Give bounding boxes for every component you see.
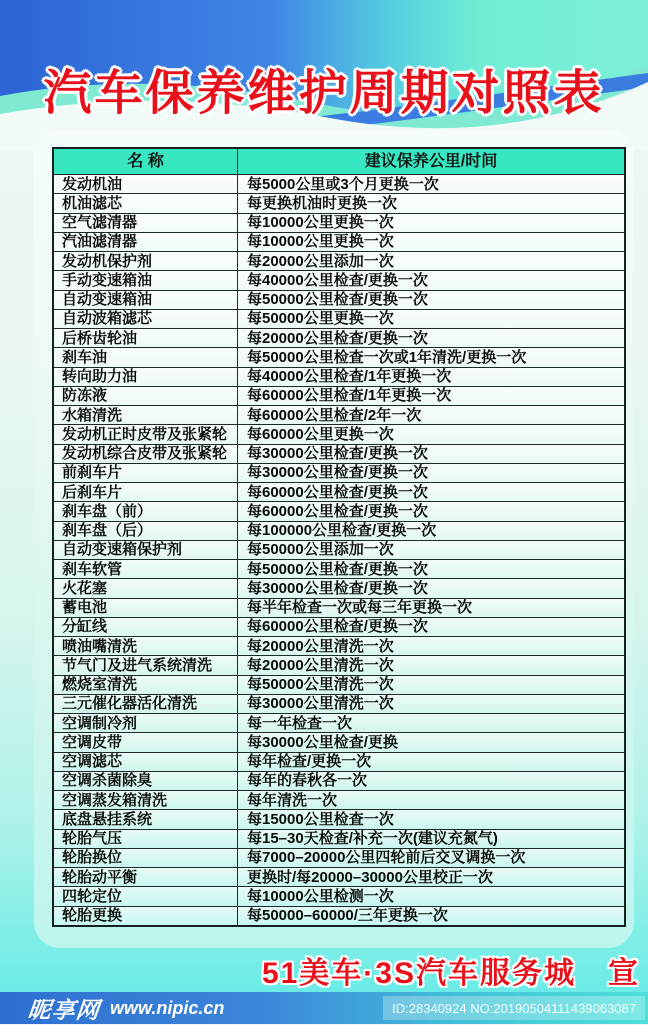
table-row [54, 848, 624, 867]
item-interval-cell: 每年的春秋各一次 [247, 772, 368, 790]
table-row [54, 328, 624, 347]
item-interval-cell: 每60000公里检查/更换一次 [247, 483, 428, 501]
item-interval-cell: 每50000公里检查一次或1年清洗/更换一次 [247, 348, 527, 366]
table-row [54, 424, 624, 443]
item-name-cell: 喷油嘴清洗 [54, 637, 238, 655]
item-name-cell: 空气滤清器 [54, 214, 238, 232]
item-name-cell: 刹车盘（前） [54, 502, 238, 520]
item-interval-cell: 每60000公里检查/2年一次 [247, 406, 422, 424]
item-name-cell: 发动机保护剂 [54, 252, 238, 270]
column-header: 建议保养公里/时间 [364, 152, 498, 170]
item-interval-cell: 每50000公里检查/更换一次 [247, 560, 428, 578]
table-row [54, 405, 624, 424]
item-interval-cell: 每60000公里检查/更换一次 [247, 502, 428, 520]
item-name-cell: 刹车软管 [54, 560, 238, 578]
item-interval-cell: 每年清洗一次 [247, 791, 338, 809]
table-row [54, 752, 624, 771]
item-name-cell: 发动机综合皮带及张紧轮 [54, 445, 238, 463]
item-name-cell: 底盘悬挂系统 [54, 810, 238, 828]
table-row [54, 367, 624, 386]
item-interval-cell: 每20000公里检查/更换一次 [247, 329, 428, 347]
item-name-cell: 空调滤芯 [54, 753, 238, 771]
table-row [54, 578, 624, 597]
table-row [54, 290, 624, 309]
item-interval-cell: 每10000公里检测一次 [247, 887, 394, 905]
item-interval-cell: 每10000公里更换一次 [247, 214, 394, 232]
item-name-cell: 轮胎动平衡 [54, 868, 238, 886]
item-interval-cell: 每15000公里检查一次 [247, 810, 394, 828]
item-name-cell: 三元催化器活化清洗 [54, 695, 238, 713]
item-name-cell: 分缸线 [54, 618, 238, 636]
table-row [54, 270, 624, 289]
item-name-cell: 轮胎换位 [54, 849, 238, 867]
item-name-cell: 空调蒸发箱清洗 [54, 791, 238, 809]
item-interval-cell: 每年检查/更换一次 [247, 753, 372, 771]
item-interval-cell: 每15–30天检查/补充一次(建议充氮气) [247, 830, 498, 848]
table-row [54, 309, 624, 328]
item-name-cell: 转向助力油 [54, 368, 238, 386]
table-row [54, 829, 624, 848]
table-row [54, 193, 624, 212]
table-row [54, 809, 624, 828]
table-row [54, 463, 624, 482]
item-interval-cell: 每20000公里添加一次 [247, 252, 394, 270]
page-title: 汽车保养维护周期对照表 [43, 67, 605, 120]
table-row [54, 790, 624, 809]
table-row [54, 636, 624, 655]
table-row [54, 386, 624, 405]
item-interval-cell: 每50000公里清洗一次 [247, 676, 394, 694]
item-interval-cell: 每30000公里检查/更换一次 [247, 579, 428, 597]
table-row [54, 232, 624, 251]
table-row [54, 501, 624, 520]
table-row [54, 444, 624, 463]
item-interval-cell: 每40000公里检查/1年更换一次 [247, 368, 452, 386]
item-name-cell: 刹车盘（后） [54, 522, 238, 540]
item-interval-cell: 每一年检查一次 [247, 714, 353, 732]
item-interval-cell: 每50000公里检查/更换一次 [247, 291, 428, 309]
item-name-cell: 前刹车片 [54, 464, 238, 482]
item-interval-cell: 每50000公里添加一次 [247, 541, 394, 559]
table-row [54, 617, 624, 636]
item-interval-cell: 每30000公里检查/更换 [247, 733, 398, 751]
table-row [54, 675, 624, 694]
table-row [54, 482, 624, 501]
item-name-cell: 后刹车片 [54, 483, 238, 501]
item-interval-cell: 每半年检查一次或每三年更换一次 [247, 599, 473, 617]
item-interval-cell: 每50000–60000/三年更换一次 [247, 907, 448, 925]
item-name-cell: 空调皮带 [54, 733, 238, 751]
item-name-cell: 自动变速箱油 [54, 291, 238, 309]
item-interval-cell: 每5000公里或3个月更换一次 [247, 175, 439, 193]
table-header-row [54, 149, 624, 174]
table-row [54, 540, 624, 559]
table-row [54, 174, 624, 193]
site-url-link[interactable]: www.nipic.cn [110, 997, 225, 1018]
item-interval-cell: 每30000公里清洗一次 [247, 695, 394, 713]
table-row [54, 655, 624, 674]
item-interval-cell: 每60000公里检查/1年更换一次 [247, 387, 452, 405]
item-name-cell: 火花塞 [54, 579, 238, 597]
item-interval-cell: 每50000公里更换一次 [247, 310, 394, 328]
item-name-cell: 蓄电池 [54, 599, 238, 617]
table-row [54, 598, 624, 617]
item-name-cell: 机油滤芯 [54, 194, 238, 212]
table-row [54, 251, 624, 270]
item-interval-cell: 每7000–20000公里四轮前后交叉调换一次 [247, 849, 526, 867]
table-row [54, 906, 624, 925]
table-row [54, 732, 624, 751]
item-interval-cell: 每100000公里检查/更换一次 [247, 522, 437, 540]
item-name-cell: 防冻液 [54, 387, 238, 405]
item-interval-cell: 每60000公里检查/更换一次 [247, 618, 428, 636]
column-header: 名 称 [54, 149, 238, 174]
item-name-cell: 自动变速箱保护剂 [54, 541, 238, 559]
item-interval-cell: 每60000公里更换一次 [247, 425, 394, 443]
item-name-cell: 空调制冷剂 [54, 714, 238, 732]
table-row [54, 713, 624, 732]
item-name-cell: 发动机油 [54, 175, 238, 193]
item-interval-cell: 更换时/每20000–30000公里校正一次 [247, 868, 493, 886]
item-name-cell: 四轮定位 [54, 887, 238, 905]
item-interval-cell: 每10000公里更换一次 [247, 233, 394, 251]
table-row [54, 771, 624, 790]
item-interval-cell: 每40000公里检查/更换一次 [247, 271, 428, 289]
watermark-bar [0, 992, 648, 1024]
item-name-cell: 刹车油 [54, 348, 238, 366]
item-name-cell: 节气门及进气系统清洗 [54, 656, 238, 674]
item-name-cell: 水箱清洗 [54, 406, 238, 424]
item-interval-cell: 每30000公里检查/更换一次 [247, 464, 428, 482]
item-name-cell: 自动波箱滤芯 [54, 310, 238, 328]
table-row [54, 867, 624, 886]
item-interval-cell: 每20000公里清洗一次 [247, 637, 394, 655]
item-name-cell: 轮胎气压 [54, 830, 238, 848]
item-name-cell: 燃烧室清洗 [54, 676, 238, 694]
item-name-cell: 汽油滤清器 [54, 233, 238, 251]
maintenance-table [52, 147, 626, 927]
table-row [54, 213, 624, 232]
item-interval-cell: 每更换机油时更换一次 [247, 194, 398, 212]
site-logo: 昵享网 [26, 996, 102, 1023]
item-name-cell: 手动变速箱油 [54, 271, 238, 289]
item-name-cell: 轮胎更换 [54, 907, 238, 925]
item-interval-cell: 每20000公里清洗一次 [247, 656, 394, 674]
item-name-cell: 后桥齿轮油 [54, 329, 238, 347]
image-id-badge: ID:28340924 NO:20190504111439063087 [383, 996, 645, 1020]
item-interval-cell: 每30000公里检查/更换一次 [247, 445, 428, 463]
table-row [54, 559, 624, 578]
item-name-cell: 空调杀菌除臭 [54, 772, 238, 790]
table-row [54, 886, 624, 905]
table-row [54, 347, 624, 366]
table-row [54, 694, 624, 713]
shop-credit-text: 51美车·3S汽车服务城 宣 [261, 957, 640, 990]
item-name-cell: 发动机正时皮带及张紧轮 [54, 425, 238, 443]
table-row [54, 521, 624, 540]
